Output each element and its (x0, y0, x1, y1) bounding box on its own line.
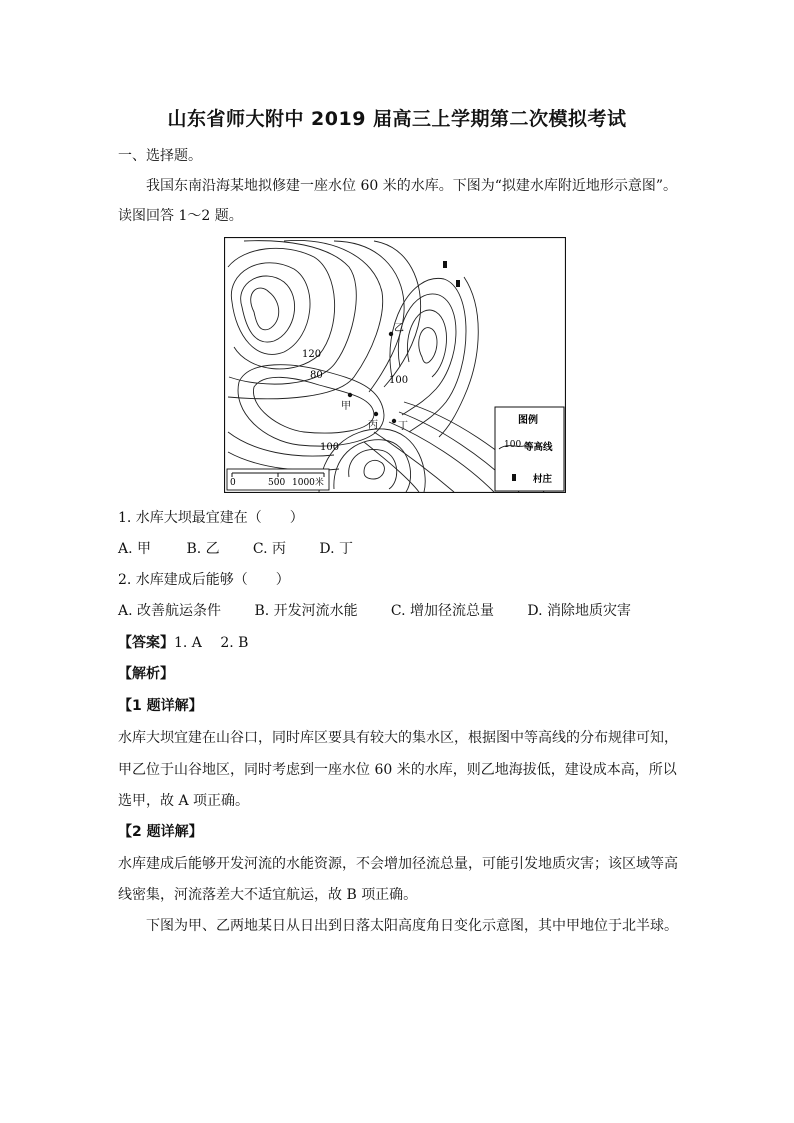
contour-label: 100 (389, 375, 409, 386)
point-label-ding: 丁 (398, 421, 408, 432)
detail-2-label: 【2 题详解】 (118, 824, 203, 840)
question-1: 1. 水库大坝最宜建在（ ） (118, 510, 304, 526)
scale-label: 0 (230, 478, 236, 488)
point-bing-marker (374, 412, 378, 416)
option: C. 丙 (252, 541, 287, 557)
question-1-options (118, 539, 359, 559)
page-title: 山东省师大附中 2019 届高三上学期第二次模拟考试 (167, 108, 627, 130)
intro-text-continued: 读图回答 1～2 题。 (118, 208, 243, 224)
point-ding-marker (392, 419, 396, 423)
terrain-map (224, 237, 566, 493)
detail-1-text: 甲乙位于山谷地区，同时考虑到一座水位 60 米的水库，则乙地海拔低，建设成本高，所以 (118, 762, 677, 778)
section-heading: 一、选择题。 (118, 148, 202, 164)
answer-label: 【答案】 (118, 635, 174, 651)
point-label-bing: 丙 (368, 420, 378, 431)
option: D. 消除地质灾害 (527, 603, 631, 619)
village-icon (443, 261, 447, 268)
question-2-options (118, 601, 637, 621)
contour-label: 100 (320, 442, 340, 453)
option: B. 开发河流水能 (254, 603, 358, 619)
next-question-intro: 下图为甲、乙两地某日从日出到日落太阳高度角日变化示意图，其中甲地位于北半球。 (146, 918, 678, 934)
option: B. 乙 (186, 541, 220, 557)
legend-village-text: 村庄 (533, 474, 553, 485)
point-jia-marker (348, 393, 352, 397)
contour-label: 120 (302, 349, 322, 360)
option: C. 增加径流总量 (390, 603, 495, 619)
detail-1-text: 选甲，故 A 项正确。 (118, 793, 250, 809)
intro-text: 我国东南沿海某地拟修建一座水位 60 米的水库。下图为“拟建水库附近地形示意图”。 (146, 178, 678, 194)
question-2: 2. 水库建成后能够（ ） (118, 572, 290, 588)
legend-contour-value: 100 (504, 440, 522, 450)
legend-title: 图例 (518, 415, 538, 426)
detail-2-text: 线密集，河流落差大不适宜航运，故 B 项正确。 (118, 887, 418, 903)
analysis-label: 【解析】 (118, 666, 174, 682)
option: A. 改善航运条件 (118, 603, 222, 619)
option: D. 丁 (319, 541, 353, 557)
answer-text: 1. A 2. B (174, 635, 249, 651)
village-icon (456, 280, 460, 287)
detail-2-text: 水库建成后能够开发河流的水能资源，不会增加径流总量，可能引发地质灾害；该区域等高 (118, 856, 678, 872)
detail-1-label: 【1 题详解】 (118, 698, 203, 714)
answer-line (118, 633, 248, 653)
option: A. 甲 (118, 541, 152, 557)
scale-label: 500 (268, 478, 286, 488)
scale-label: 1000米 (292, 478, 324, 488)
contour-label: 80 (310, 370, 323, 381)
legend-village-icon (512, 474, 516, 481)
point-label-yi: 乙 (394, 323, 404, 334)
point-label-jia: 甲 (341, 401, 351, 412)
legend-contour-text: 等高线 (524, 442, 553, 453)
detail-1-text: 水库大坝宜建在山谷口，同时库区要具有较大的集水区，根据图中等高线的分布规律可知， (118, 730, 678, 746)
point-yi-marker (389, 332, 393, 336)
